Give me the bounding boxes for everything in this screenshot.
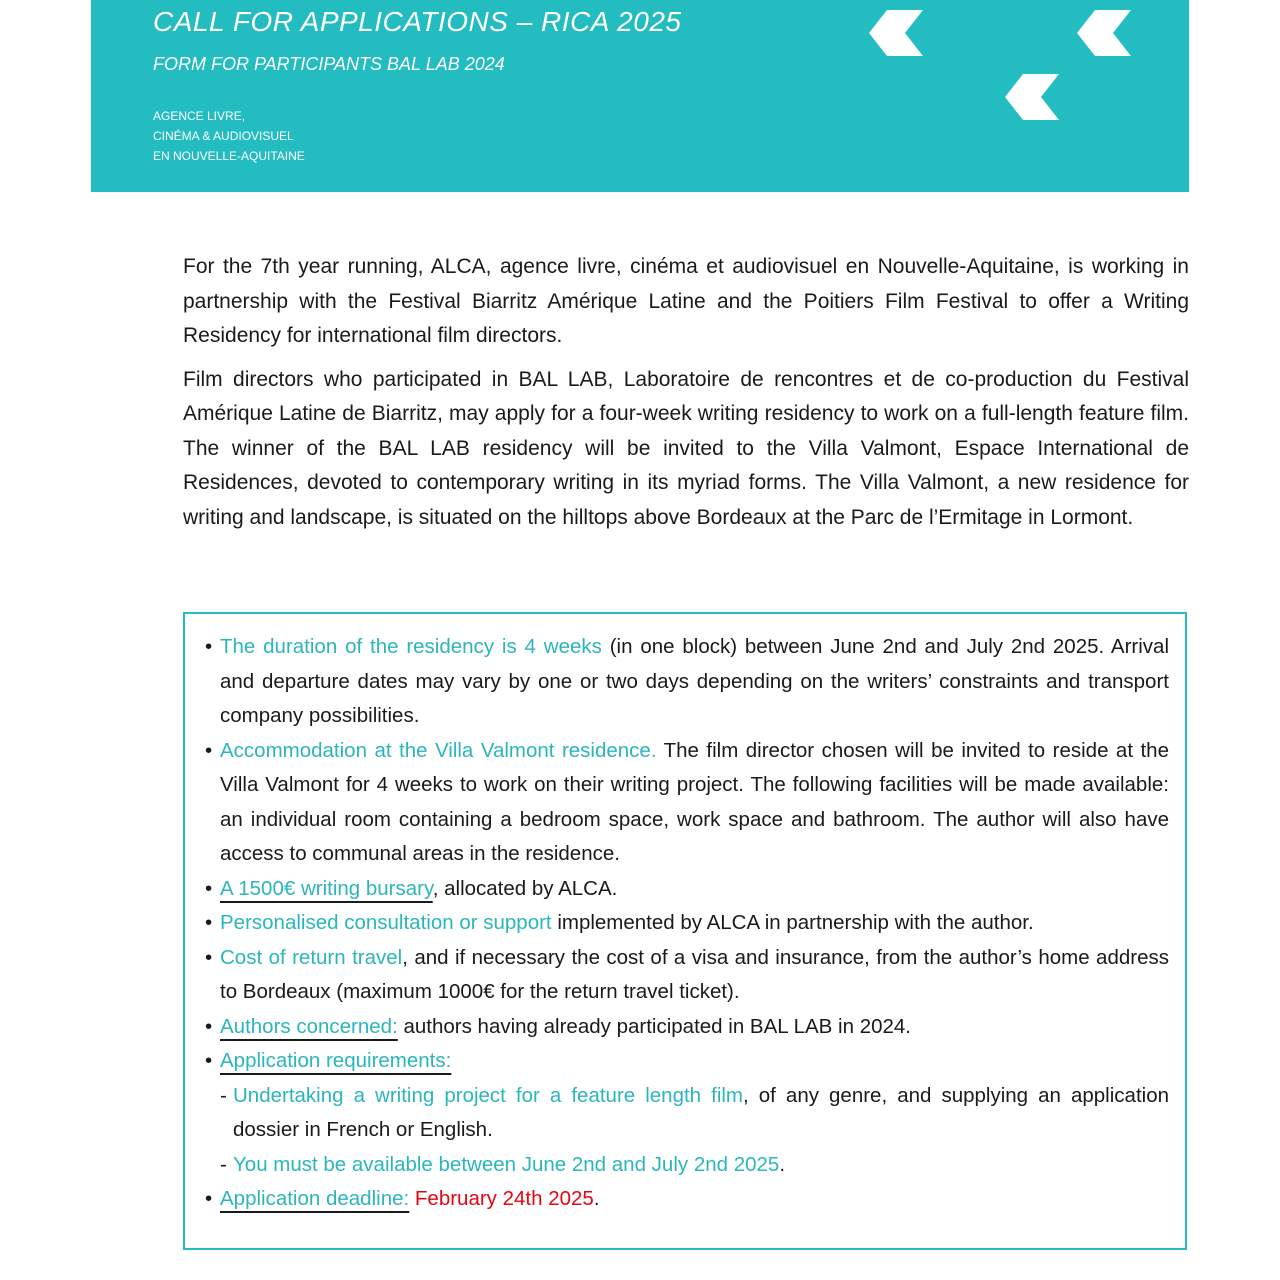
dash: - (220, 1083, 227, 1107)
list-item-duration (205, 630, 1169, 734)
requirement-text: , of any genre, and supplying an application dossier in French or English. (233, 1083, 1169, 1141)
duration-text: (in one block) between June 2nd and July 2nd 2025. Arrival and departure dates may vary by one or two days depending on the writers’ constraints and transport company possibilities. (220, 635, 1169, 727)
page-subtitle: FORM FOR PARTICIPANTS BAL LAB 2024 (153, 54, 505, 74)
header-banner (91, 0, 1189, 192)
authors-text: authors having already participated in BAL LAB in 2024. (397, 1014, 911, 1038)
agency-name (153, 106, 305, 166)
bullet: • (205, 1187, 213, 1210)
consultation-text: implemented by ALCA in partnership with the author. (551, 911, 1034, 934)
bullet: • (205, 1014, 213, 1038)
agency-line: CINÉMA & AUDIOVISUEL (153, 129, 294, 143)
deadline-highlight: Application deadline: (220, 1187, 410, 1210)
chevron-left-icon (867, 8, 925, 58)
requirement-highlight: Undertaking a writing project for a feature length film (233, 1083, 744, 1107)
bullet: • (205, 1049, 213, 1072)
list-item-accommodation (205, 734, 1169, 872)
list-item-deadline (205, 1182, 1169, 1217)
residency-details-box (183, 612, 1187, 1250)
bullet: • (205, 876, 213, 900)
agency-line: EN NOUVELLE-AQUITAINE (153, 149, 305, 163)
requirement-sub-item (205, 1079, 1169, 1148)
deadline-date: February 24th 2025 (414, 1187, 594, 1210)
bullet: • (205, 738, 213, 762)
travel-text: , and if necessary the cost of a visa and insurance, from the author’s home address to Bordeaux (maximum 1000€ for the return travel ticket). (220, 945, 1169, 1003)
bursary-text: , allocated by ALCA. (432, 876, 618, 900)
intro-text (183, 250, 1189, 544)
requirement-highlight: You must be available between June 2nd and July 2nd 2025 (233, 1152, 780, 1176)
chevron-left-icon (1075, 8, 1133, 58)
bullet: • (205, 945, 213, 969)
list-item-requirements (205, 1044, 1169, 1079)
requirement-sub-item (205, 1148, 1169, 1183)
consultation-highlight: Personalised consultation or support (220, 911, 552, 934)
chevron-left-icon (1003, 72, 1061, 122)
requirement-text: . (779, 1152, 786, 1176)
accommodation-highlight: Accommodation at the Villa Valmont residence. (220, 738, 657, 762)
intro-paragraph: Film directors who participated in BAL LAB, Laboratoire de rencontres et de co-production du Festival Amérique Latine de Biarritz, may apply for a four-week writing residency to work on a full-length feature film. The winner of the BAL LAB residency will be invited to the Villa Valmont, Espace International de Residences, devoted to contemporary writing in its myriad forms. The Villa Valmont, a new residence for writing and landscape, is situated on the hilltops above Bordeaux at the Parc de l’Ermitage in Lormont. (183, 367, 1189, 529)
duration-highlight: The duration of the residency is 4 weeks (220, 635, 602, 658)
list-item-bursary (205, 872, 1169, 907)
authors-highlight: Authors concerned: (220, 1014, 398, 1038)
intro-paragraph: For the 7th year running, ALCA, agence livre, cinéma et audiovisuel en Nouvelle-Aquitaine, is working in partnership with the Festival Biarritz Amérique Latine and the Poitiers Film Festival to offer a Writing Residency for international film directors. (183, 255, 1189, 347)
bullet: • (205, 635, 213, 658)
page-title: CALL FOR APPLICATIONS – RICA 2025 (153, 6, 682, 37)
deadline-text: . (593, 1187, 600, 1210)
agency-line: AGENCE LIVRE, (153, 109, 246, 123)
accommodation-text: The film director chosen will be invited to reside at the Villa Valmont for 4 weeks to work on their writing project. The following facilities will be made available: an individual room containing a bedroom space, work space and bathroom. The author will also have access to communal areas in the residence. (220, 738, 1169, 865)
details-list (205, 630, 1169, 1217)
list-item-consultation (205, 906, 1169, 941)
bursary-highlight: A 1500€ writing bursary (220, 876, 433, 900)
list-item-authors (205, 1010, 1169, 1045)
dash: - (220, 1152, 227, 1176)
travel-highlight: Cost of return travel (220, 945, 403, 969)
bullet: • (205, 911, 213, 934)
requirements-highlight: Application requirements: (220, 1049, 452, 1072)
list-item-travel (205, 941, 1169, 1010)
